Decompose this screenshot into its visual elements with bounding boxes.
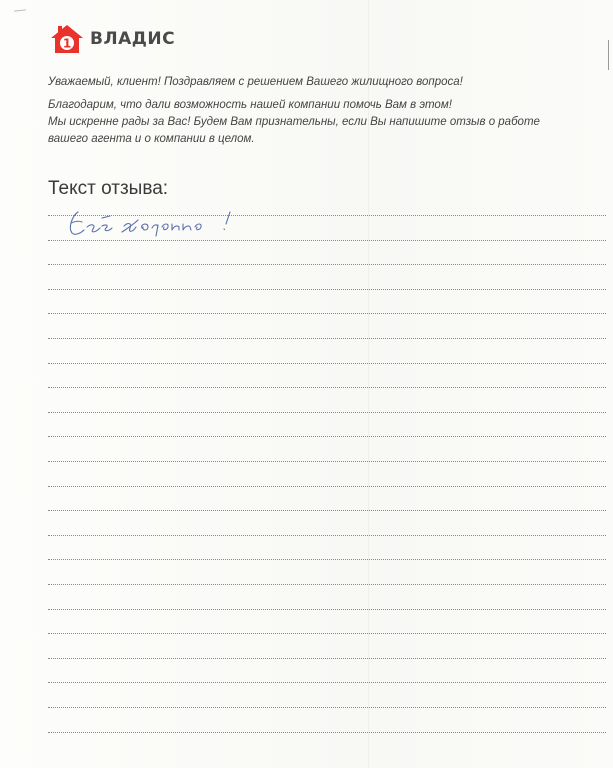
review-line bbox=[48, 387, 606, 388]
request-line-continued: вашего агента и о компании в целом. bbox=[48, 133, 255, 145]
company-logo bbox=[50, 24, 175, 54]
review-line bbox=[48, 559, 606, 560]
review-line bbox=[48, 535, 606, 536]
review-line bbox=[48, 584, 606, 585]
review-line bbox=[48, 732, 606, 733]
logo-badge-number: 1 bbox=[62, 36, 72, 51]
brand-name: ВЛАДИС bbox=[90, 29, 176, 49]
review-line bbox=[48, 682, 606, 683]
review-line bbox=[48, 363, 606, 364]
review-line bbox=[48, 338, 606, 339]
review-line bbox=[48, 510, 606, 511]
review-line bbox=[48, 436, 606, 437]
review-line bbox=[48, 412, 606, 413]
review-line bbox=[48, 289, 606, 290]
house-with-number-icon bbox=[50, 24, 84, 54]
intro-text bbox=[48, 74, 608, 148]
review-line bbox=[48, 264, 606, 265]
review-line bbox=[48, 461, 606, 462]
scan-edge-mark bbox=[608, 40, 609, 70]
greeting-line: Уважаемый, клиент! Поздравляем с решением Вашего жилищного вопроса! bbox=[48, 76, 463, 88]
handwritten-review bbox=[62, 206, 252, 240]
review-line bbox=[48, 658, 606, 659]
review-line bbox=[48, 240, 606, 241]
review-line bbox=[48, 486, 606, 487]
review-line bbox=[48, 707, 606, 708]
thanks-line: Благодарим, что дали возможность нашей компании помочь Вам в этом! bbox=[48, 99, 452, 111]
review-line bbox=[48, 609, 606, 610]
request-line: Мы искренне рады за Вас! Будем Вам признательны, если Вы напишите отзыв о работе bbox=[48, 116, 540, 128]
review-title: Текст отзыва: bbox=[48, 178, 169, 199]
review-line bbox=[48, 313, 606, 314]
review-line bbox=[48, 633, 606, 634]
scan-mark bbox=[14, 9, 26, 11]
